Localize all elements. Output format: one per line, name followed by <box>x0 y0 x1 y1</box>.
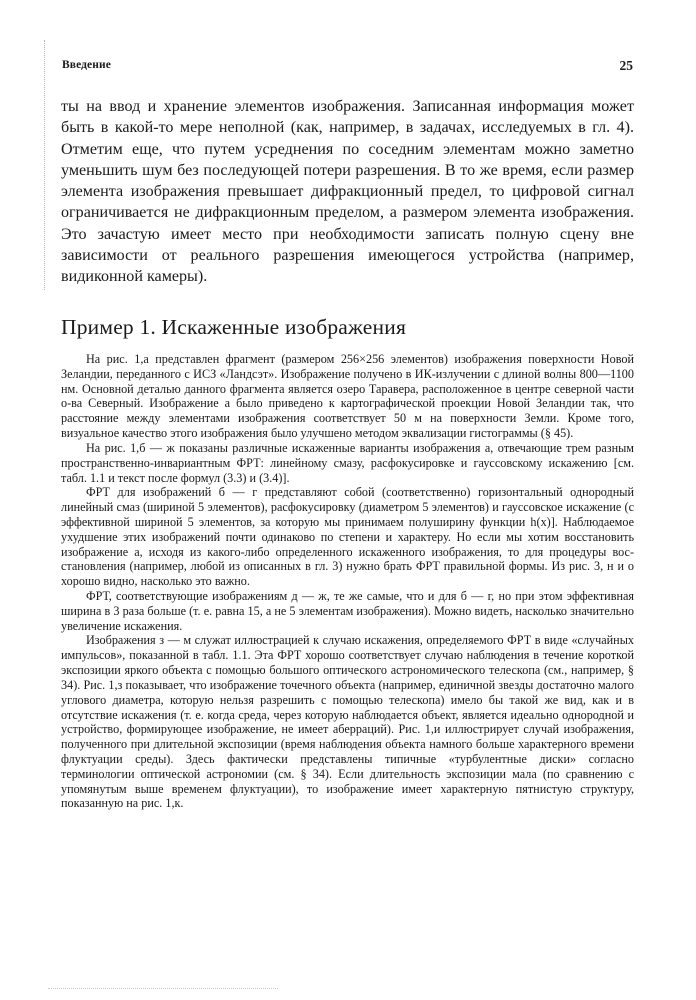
scan-bottom-mark <box>48 988 278 989</box>
section-title: Пример 1. Искаженные изображения <box>61 315 407 339</box>
example-paragraph-4: ФРТ, соответствующие изображениям д — ж, те же самые, что и для б — г, но при этом эффективная ширина в 3 раза больше (т. е. равна 15, а не 5 элементам изображения). Можно видеть, насколько значительно увеличение искажения. <box>61 589 634 633</box>
lead-paragraph: ты на ввод и хранение элементов изображения. Записанная информация может быть в какой-то мере неполной (как, например, в задачах, исследуемых в гл. 4). Отметим еще, что путем усреднения по соседним элементам можно заметно уменьшить шум без последующей потери разрешения. В то же время, если размер элемента изображения превышает дифракционный предел, то цифровой сигнал ограничивается не дифракционным пределом, а размером элемента изображения. Это зачастую имеет место при необходимости записать полную сцену вне зависимости от реального разрешения имеющегося устройства (например, видиконной камеры). <box>61 98 634 286</box>
scan-edge-mark <box>44 40 45 290</box>
page-number: 25 <box>619 58 633 73</box>
example-paragraph-3: ФРТ для изображений б — г представляют собой (соответственно) горизонтальный однородный линейный смаз (шириной 5 элементов), расфокусировку (диаметром 5 элементов) и гауссовское искажение (с эффективной шириной 5 элементов, за которую мы принимаем полуширину функции h(x)]. Наблюдаемое ухудшение этих изображений почти одинаково по степени и характеру. Но если мы хотим восстановить изображение а, исходя из какого-либо определенного искаженного изображения, то для процедуры восстановления (например, любой из описанных в гл. 3) нужно брать ФРТ правильной формы. Из рис. 3, н и о хорошо видно, насколько это важно. <box>61 485 635 589</box>
example-paragraph-2: На рис. 1,б — ж показаны различные искаженные варианты изображения а, отвечающие трем разным пространственно-инвариантным ФРТ: линейному смазу, расфокусировке и гауссовскому искажению [см. табл. 1.1 и текст после формул (3.3) и (3.4)]. <box>61 440 634 485</box>
example-body <box>61 352 634 811</box>
example-paragraph-5: Изображения з — м служат иллюстрацией к случаю искажения, определяемого ФРТ в виде «случайных импульсов», показанной в табл. 1.1. Эта ФРТ хорошо соответствует случаю наблюдения в течение короткой экспозиции яркого объекта с помощью большого оптического астрономического телескопа (см., например, § 34). Рис. 1,з показывает, что изображение точечного объекта (например, единичной звезды достаточно малого углового диаметра, которую нельзя разрешить с помощью телескопа) имело бы такой же вид, как и в отсутствие искажения (т. е. когда среда, через которую наблюдается объект, является идеально однородной и устройство, формирующее изображение, не имеет аберраций). Рис. 1,и иллюстрирует случай изображения, полученного при длительной экспозиции (время наблюдения объекта намного больше характерного времени флуктуации среды). Здесь фактически представлены типичные «турбулентные диски» согласно терминологии оптической астрономии (см. § 34). Если длительность экспозиции мала (по сравнению с упомянутым выше временем флуктуации), то изображение имеет характерную пятнистую структуру, показанную на рис. 1,к. <box>61 633 634 811</box>
example-paragraph-1: На рис. 1,а представлен фрагмент (размером 256×256 элементов) изображения поверхности Новой Зеландии, переданного с ИСЗ «Ландсэт». Изображение получено в ИК-излучении с длиной волны 800—1100 нм. Основной деталью данного фрагмента является озеро Таравера, расположенное в центре северной части о-ва Северный. Изображение а было приведено к картографической проекции Новой Зеландии так, что расстояние между элементами изображения соответствует 50 м на поверхности Земли. Кроме того, визуальное качество этого изображения было улучшено методом эквализации гистограммы (§ 45). <box>61 352 634 441</box>
page-header <box>62 59 633 75</box>
running-title: Введение <box>62 59 111 71</box>
